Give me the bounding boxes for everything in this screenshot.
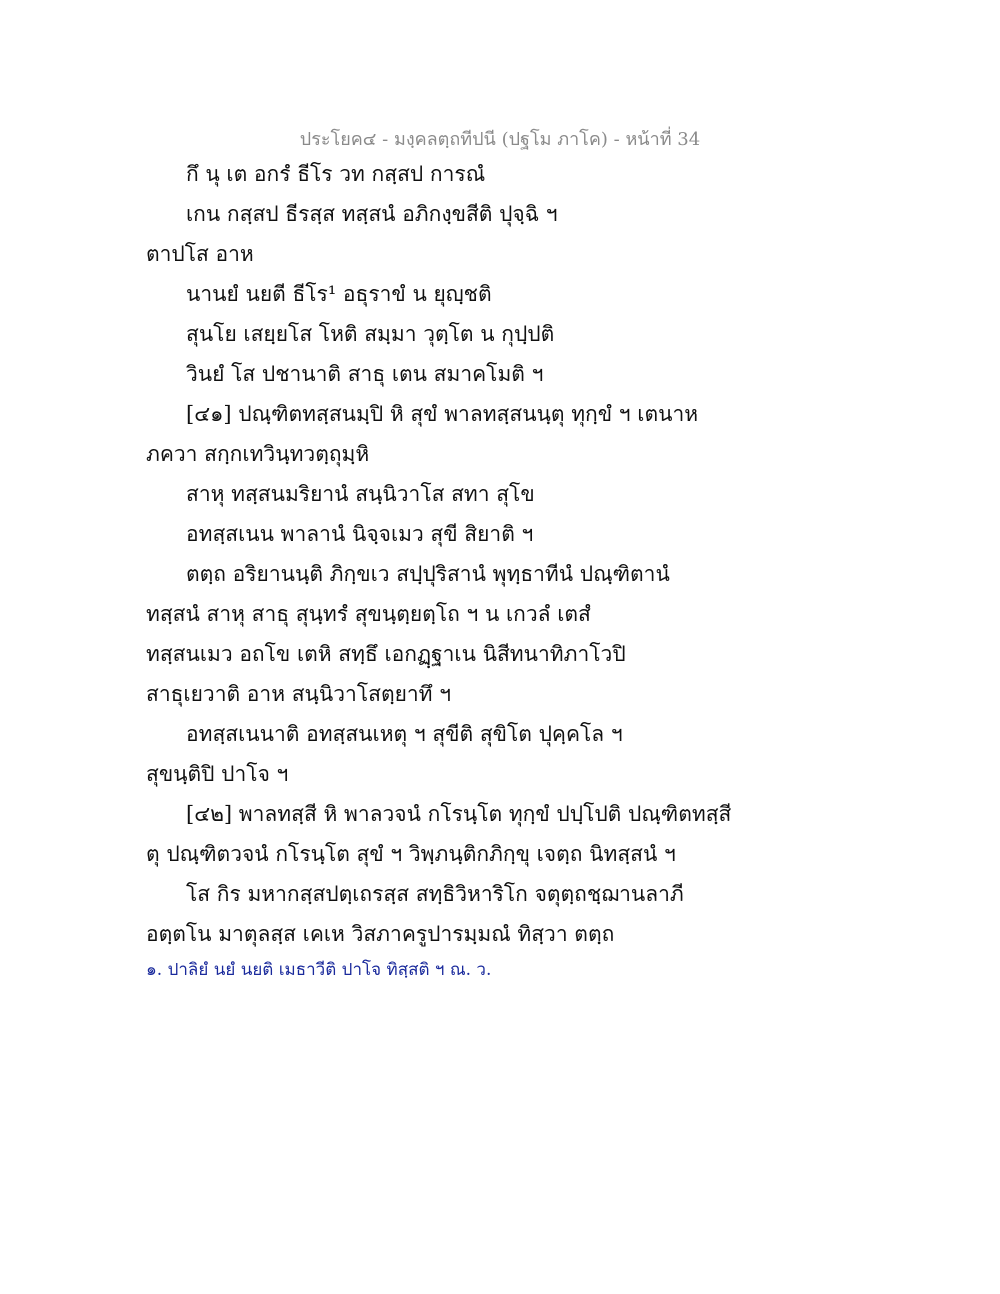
verse-line: เกน กสฺสป ธีรสฺส ทสฺสนํ อภิกงฺขสีติ ปุจฺฉิ ฯ bbox=[186, 202, 558, 226]
verse-line: กึ นุ เต อกรํ ธีโร วท กสฺสป การณํ bbox=[186, 162, 486, 186]
paragraph-line: [๔๒] พาลทสฺสี หิ พาลวจนํ กโรนฺโต ทุกฺขํ ปปฺโปติ ปณฺฑิตทสฺสี bbox=[186, 802, 732, 826]
verse-line: สุนโย เสยฺยโส โหติ สมฺมา วุตฺโต น กุปฺปติ bbox=[186, 322, 555, 346]
verse-line: อทสฺสเนน พาลานํ นิจฺจเมว สุขี สิยาติ ฯ bbox=[186, 522, 534, 546]
verse-line: นานยํ นยตี ธีโร¹ อธุราขํ น ยุญฺชติ bbox=[186, 282, 492, 306]
paragraph-line: ทสฺสนเมว อถโข เตหิ สทฺธึ เอกฏฺฐาเน นิสีทนาทิภาโวปิ bbox=[146, 642, 626, 666]
paragraph-line: อทสฺสเนนาติ อทสฺสนเหตุ ฯ สุขีติ สุขิโต ปุคฺคโล ฯ bbox=[186, 722, 623, 746]
verse-line: สาหุ ทสฺสนมริยานํ สนฺนิวาโส สทา สุโข bbox=[186, 482, 535, 506]
paragraph-line: สาธุเยวาติ อาห สนฺนิวาโสตฺยาทึ ฯ bbox=[146, 682, 451, 706]
footnote: ๑. ปาลิยํ นยํ นยติ เมธาวีติ ปาโจ ทิสฺสติ ฯ ณ. ว. bbox=[146, 960, 492, 980]
page-header: ประโยค๔ - มงฺคลตฺถทีปนี (ปฐโม ภาโค) - หน้าที่ 34 bbox=[299, 129, 701, 150]
verse-line: วินยํ โส ปชานาติ สาธุ เตน สมาคโมติ ฯ bbox=[186, 362, 544, 386]
text-line: ตาปโส อาห bbox=[146, 242, 254, 266]
paragraph-line: โส กิร มหากสฺสปตฺเถรสฺส สทฺธิวิหาริโก จตุตฺถชฺฌานลาภี bbox=[186, 882, 684, 906]
paragraph-line: [๔๑] ปณฺฑิตทสฺสนมฺปิ หิ สุขํ พาลทสฺสนนฺตุ ทุกฺขํ ฯ เตนาห bbox=[186, 402, 699, 426]
paragraph-line: อตฺตโน มาตุลสฺส เคเห วิสภาครูปารมฺมณํ ทิสฺวา ตตฺถ bbox=[146, 922, 615, 946]
paragraph-line: ตุ ปณฺฑิตวจนํ กโรนฺโต สุขํ ฯ วิพฺภนฺติกภิกฺขุ เจตฺถ นิทสฺสนํ ฯ bbox=[146, 842, 676, 866]
paragraph-line: ภควา สกฺกเทวินฺทวตฺถุมฺหิ bbox=[146, 442, 370, 466]
paragraph-line: สุขนฺติปิ ปาโจ ฯ bbox=[146, 762, 289, 786]
paragraph-line: ตตฺถ อริยานนฺติ ภิกฺขเว สปฺปุริสานํ พุทฺธาทีนํ ปณฺฑิตานํ bbox=[186, 562, 670, 586]
paragraph-line: ทสฺสนํ สาหุ สาธุ สุนฺทรํ สุขนฺตฺยตฺโถ ฯ น เกวลํ เตสํ bbox=[146, 602, 591, 626]
